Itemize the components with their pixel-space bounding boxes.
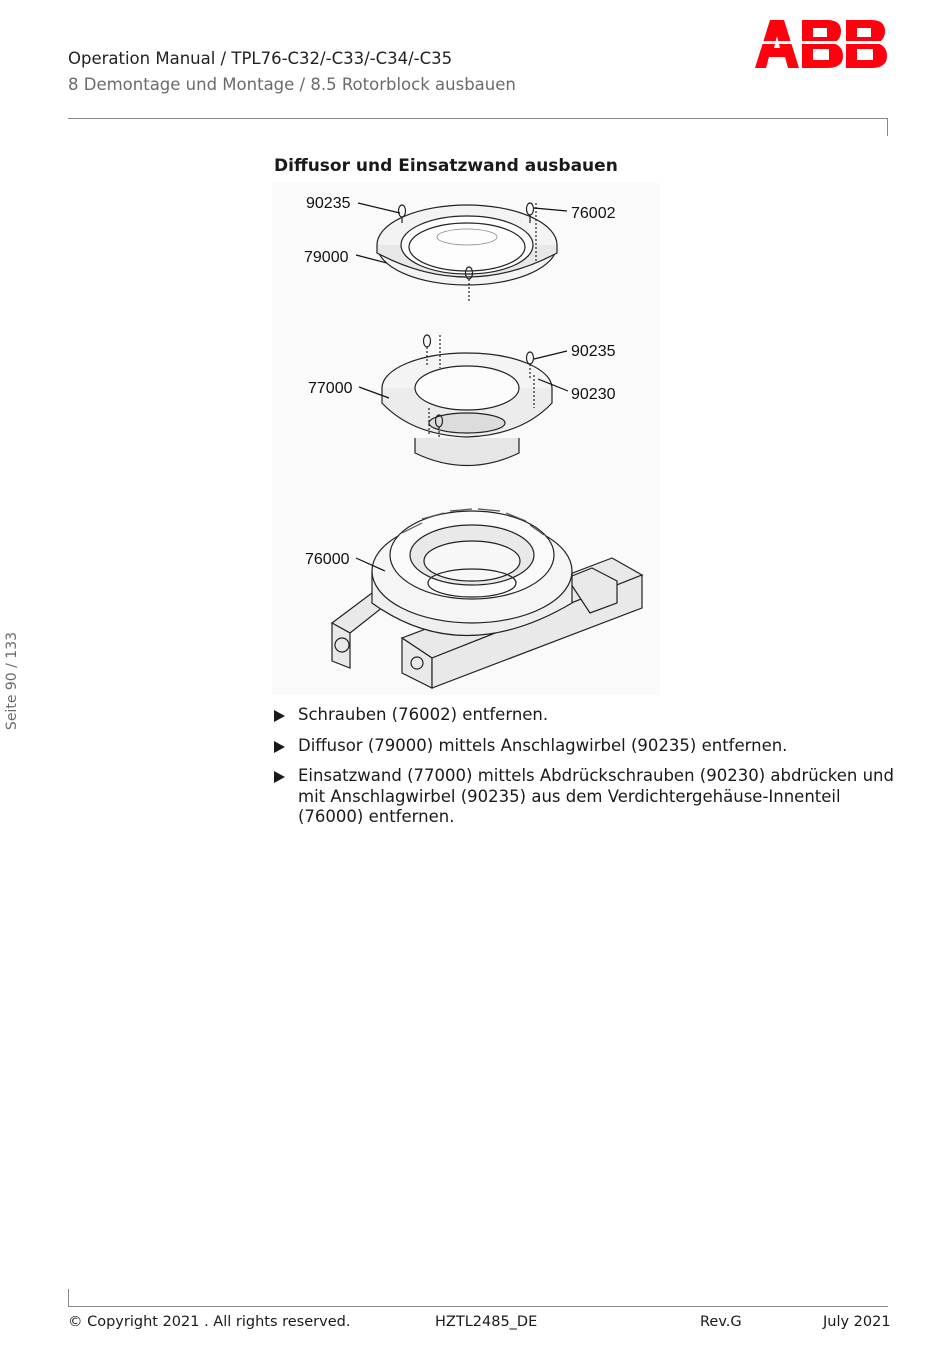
page-number: Seite 90 / 133 xyxy=(4,631,20,731)
abb-logo xyxy=(753,18,888,70)
triangle-bullet-icon xyxy=(274,710,285,722)
callout-79000: 79000 xyxy=(304,249,349,266)
header-divider-tick xyxy=(887,118,888,136)
footer-divider-tick xyxy=(68,1289,69,1307)
section-title: Diffusor und Einsatzwand ausbauen xyxy=(274,156,618,176)
callout-90230: 90230 xyxy=(571,386,616,403)
callout-76002: 76002 xyxy=(571,205,616,222)
document-title: Operation Manual / TPL76-C32/-C33/-C34/-C35 xyxy=(68,49,453,68)
header-divider xyxy=(68,118,888,119)
step-text: Einsatzwand (77000) mittels Abdrückschrauben (90230) abdrücken und mit Anschlagwirbel (90235) aus dem Verdichtergehäuse-Innenteil (76000) entfernen. xyxy=(298,766,894,826)
instruction-steps xyxy=(274,705,894,838)
callout-76000: 76000 xyxy=(305,551,350,568)
section-breadcrumb: 8 Demontage und Montage / 8.5 Rotorblock ausbauen xyxy=(68,75,516,94)
callout-90235-mid: 90235 xyxy=(571,343,616,360)
exploded-assembly-figure xyxy=(272,183,660,695)
instruction-step xyxy=(274,766,894,828)
step-text: Schrauben (76002) entfernen. xyxy=(298,705,549,724)
callout-90235-top: 90235 xyxy=(306,195,351,212)
callout-77000: 77000 xyxy=(308,380,353,397)
footer-divider xyxy=(68,1306,888,1307)
instruction-step xyxy=(274,736,894,757)
triangle-bullet-icon xyxy=(274,771,285,783)
instruction-step xyxy=(274,705,894,726)
release-date: July 2021 xyxy=(823,1314,891,1330)
document-id: HZTL2485_DE xyxy=(435,1314,538,1330)
triangle-bullet-icon xyxy=(274,741,285,753)
revision-label: Rev.G xyxy=(700,1314,742,1330)
step-text: Diffusor (79000) mittels Anschlagwirbel (90235) entfernen. xyxy=(298,735,788,755)
copyright-notice: © Copyright 2021 . All rights reserved. xyxy=(68,1314,351,1330)
